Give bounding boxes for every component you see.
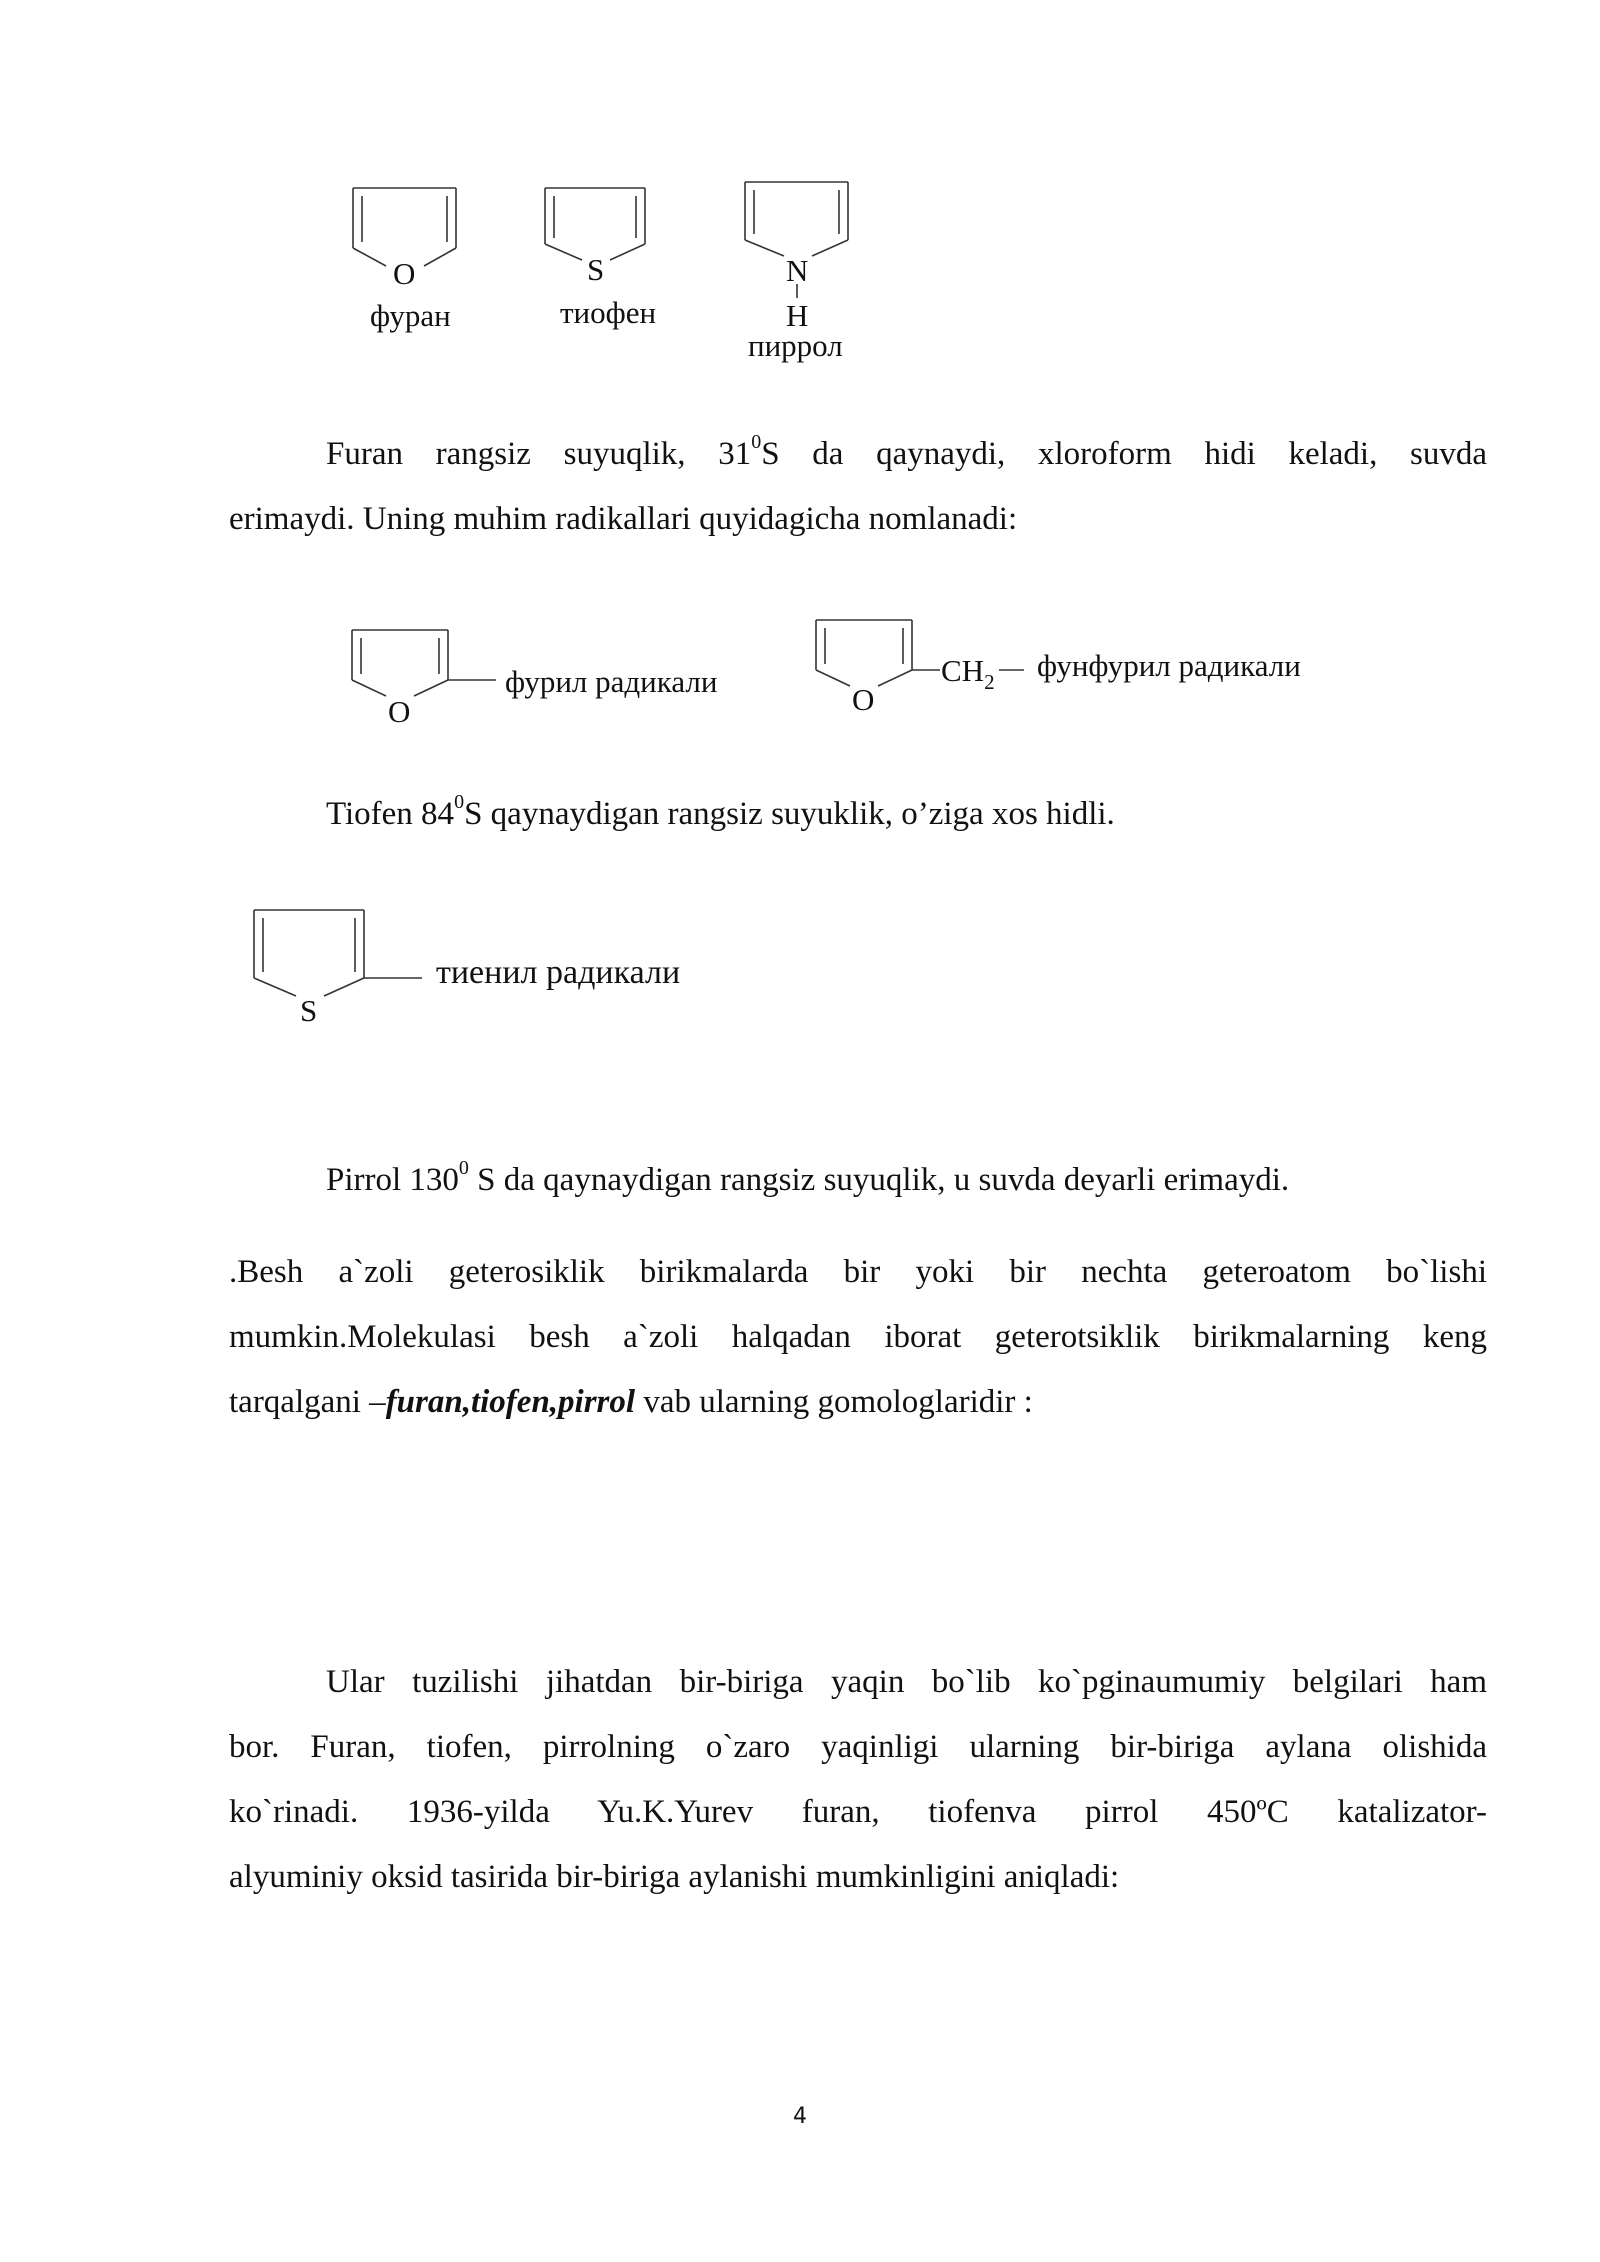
page-number: 4: [793, 2104, 807, 2129]
furfuryl-atom: O: [852, 682, 875, 717]
paragraph-besh: [229, 1240, 1487, 1435]
paragraph-besh-line-3: tarqalgani –furan,tiofen,pirrol vab ularning gomologlaridir :: [229, 1384, 1033, 1420]
thiophene-structure: [540, 180, 660, 290]
paragraph-besh-line-1: .Besh a`zoli geterosiklik birikmalarda bir yoki bir nechta geteroatom bo`lishi: [229, 1254, 1487, 1290]
pyrrole-hydrogen: H: [786, 298, 809, 333]
furyl-radical-structure: [348, 622, 508, 732]
thiophene-name: тиофен: [560, 295, 657, 330]
pyrrole-atom: N: [786, 253, 809, 288]
paragraph-ular-line-2: bor. Furan, tiofen, pirrolning o`zaro yaqinligi ularning bir-biriga aylana olishida: [229, 1729, 1487, 1765]
paragraph-ular: [229, 1650, 1487, 1910]
paragraph-tiofen: Tiofen $84^0S$ qaynaydigan rangsiz suyuklik, o’ziga xos hidli.: [326, 791, 1115, 832]
paragraph-furan-line-1: Furan rangsiz suyuqlik, $31^0S$ da qaynaydi, xloroform hidi keladi, suvda: [326, 431, 1487, 472]
thienyl-radical-structure: [250, 904, 430, 1034]
furyl-radical-label: фурил радикали: [505, 664, 718, 699]
thiophene-atom: S: [587, 252, 605, 287]
furfuryl-radical-label: фунфурил радикали: [1037, 648, 1301, 683]
pyrrole-structure: [740, 176, 860, 336]
paragraph-pirrol: Pirrol $130^0$ S da qaynaydigan rangsiz suyuqlik, u suvda deyarli erimaydi.: [326, 1157, 1290, 1198]
furfuryl-radical-structure: [812, 612, 1072, 722]
paragraph-besh-line-2: mumkin.Molekulasi besh a`zoli halqadan iborat geterotsiklik birikmalarning keng: [229, 1319, 1487, 1355]
ch2-group: $CH_2$: [941, 653, 995, 694]
pyrrole-name: пиррол: [748, 328, 843, 363]
furan-atom: O: [393, 256, 416, 291]
highlighted-compounds: furan,tiofen,pirrol: [385, 1384, 636, 1420]
paragraph-ular-line-4: alyuminiy oksid tasirida bir-biriga aylanishi mumkinligini aniqladi:: [229, 1859, 1120, 1895]
paragraph-ular-line-1: Ular tuzilishi jihatdan bir-biriga yaqin bo`lib ko`pginaumumiy belgilari ham: [326, 1664, 1487, 1700]
thienyl-atom: S: [300, 993, 318, 1028]
paragraph-furan-line-2: erimaydi. Uning muhim radikallari quyidagicha nomlanadi:: [229, 501, 1018, 537]
furan-structure: [348, 180, 468, 290]
furan-name: фуран: [370, 298, 451, 333]
thienyl-radical-label: тиенил радикали: [436, 954, 681, 991]
furyl-atom: O: [388, 694, 411, 729]
paragraph-furan: [229, 422, 1487, 552]
paragraph-ular-line-3: ko`rinadi. 1936-yilda Yu.K.Yurev furan, tiofenva pirrol 450ºC katalizator-: [229, 1794, 1487, 1830]
